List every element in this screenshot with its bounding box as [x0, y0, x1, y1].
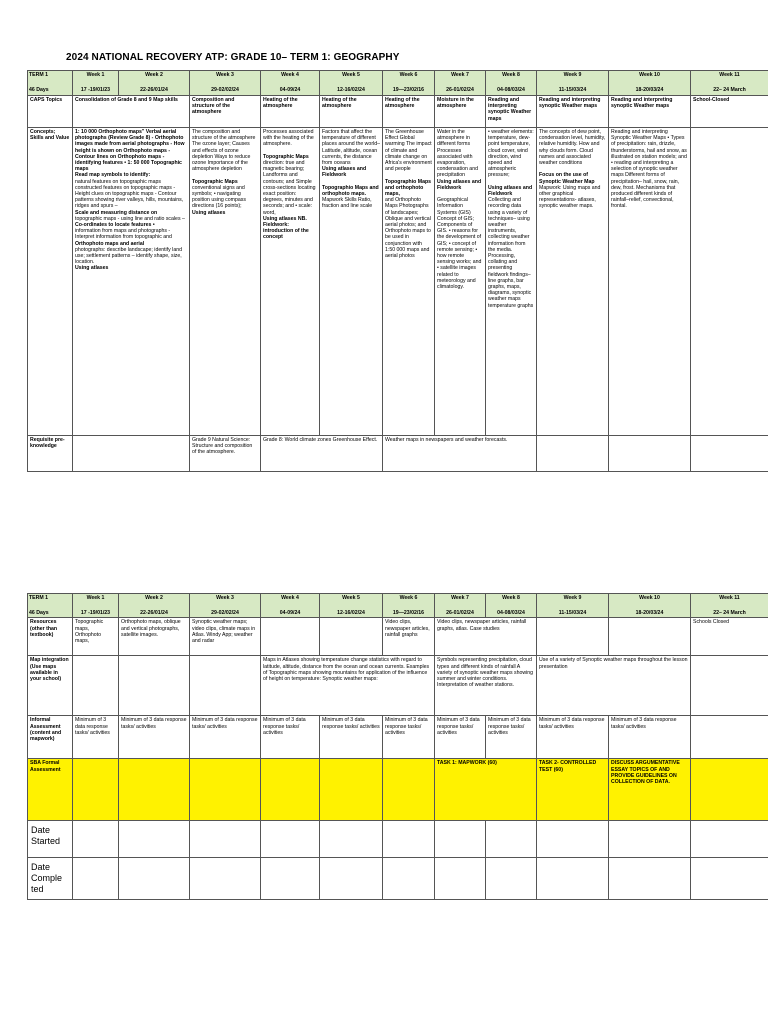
week-2-header: Week 2 22-26/01/24	[119, 71, 190, 96]
date-completed-row	[28, 858, 768, 900]
concepts-w1-2: 1: 10 000 Orthophoto maps" Verbal aerial photographs (Review Grade 8) - Orthophoto images made from aerial photographs - How height is shown on Orthophoto maps - Contour lines on Orthophoto maps - identifying features • 1: 50 000 Topographic maps Read map symbols to identify: natural features on topographic maps constructed features on topographic maps - Height clues on topographic maps - Contour patterns showing river valleys, hills, mountains, ridges and spurs – Scale and measuring distance on topographic maps - using line and ratio scales – Co-ordinates to locate features • information from maps and photographs - Interpret information from topographic and Orthophoto maps and aerial photographs: describe landscape; identify land use; settlement patterns – identify shape, size, location. Using atlases	[73, 128, 190, 436]
date-completed-w9[interactable]	[537, 858, 609, 900]
concepts-w6: The Greenhouse Effect Global warming The impact of climate and climate change on Africa's environment and people Topographio Maps and orthophoto maps, and Orthophoto Maps Photographs of landscapes; Oblique and vertical aerial photos; and Orthophoto maps to be used in conjunction with 1:50 000 maps and aerial photos	[383, 128, 435, 436]
sba-row	[28, 759, 768, 821]
date-completed-w8[interactable]	[486, 858, 537, 900]
term-cell	[28, 71, 73, 96]
informal-w8: Minimum of 3 data response tasks/ activities	[486, 716, 537, 759]
map-w3	[190, 656, 261, 716]
topic-w5: Heating of the atmosphere	[320, 96, 383, 128]
topic-w8: Reading and interpreting synoptic Weather maps	[486, 96, 537, 128]
informal-w7: Minimum of 3 data response tasks/ activities	[435, 716, 486, 759]
week-2-header-2: Week 2 22-26/01/24	[119, 594, 190, 618]
term-cell-2: TERM 1 46 Days	[28, 594, 73, 618]
map-w7-8: Symbols representing precipitation, cloud types and different kinds of rainfall A variety of synoptic weather maps showing summer and winter conditions. Interpretation of weather stations.	[435, 656, 537, 716]
prereq-w10	[609, 436, 691, 472]
week-6-header: Week 6 19—23/02/16	[383, 71, 435, 96]
informal-w1: Minimum of 3 data response tasks/ activities	[73, 716, 119, 759]
prereq-row	[28, 436, 768, 472]
date-completed-w11[interactable]	[691, 858, 768, 900]
map-w9-10: Use of a variety of Synoptic weather maps throughout the lesson presentation	[537, 656, 691, 716]
week-9-header-2: Week 9 11-15/03/24	[537, 594, 609, 618]
days-label: 46 Days	[29, 87, 49, 94]
week-11-header-2: Week 11 22– 24 March	[691, 594, 768, 618]
week-8-header-2: Week 8 04-08/03/24	[486, 594, 537, 618]
term-label: TERM 1	[29, 72, 49, 78]
concepts-w8: • weather elements: temperature, dew-point temperature, cloud cover, wind direction, wind speed and atmospheric pressure; Using atlases and Fieldwork Collecting and recording data using a variety of techniques– using weather instruments, collecting weather information from the media. Processing, collating and presenting fieldwork findings– line graphs, bar graphs, maps, diagrams, synoptic weather maps temperature graphs	[486, 128, 537, 436]
week-7-header: Week 7 26-01/02/24	[435, 71, 486, 96]
row-label-date-started: Date Started	[28, 821, 73, 858]
week-4-header-2: Week 4 04-09/24	[261, 594, 320, 618]
topic-w11: School-Closed	[691, 96, 768, 128]
prereq-w4-5: Grade 8: World climate zones Greenhouse Effect.	[261, 436, 383, 472]
map-w11	[691, 656, 768, 716]
week-7-header-2: Week 7 26-01/02/24	[435, 594, 486, 618]
sba-w1	[73, 759, 119, 821]
concepts-w10: Reading and interpreting Synoptic Weather Maps • Types of precipitation: rain, drizzle, thunderstorms, hail and snow, as illustrated on station models; and • reading and interpreting a selection of synoptic weather maps Different forms of precipitation– hail, snow, rain, dew, frost. Mechanisms that produced different kinds of rainfall–relief, convectional, frontal.	[609, 128, 691, 436]
week-5-header: Week 5 12-16/02/24	[320, 71, 383, 96]
prereq-w6-8: Weather maps in newspapers and weather forecasts.	[383, 436, 537, 472]
date-completed-w2[interactable]	[119, 858, 190, 900]
row-label-prereq: Requisite pre-knowledge	[28, 436, 73, 472]
date-started-w3[interactable]	[190, 821, 261, 858]
informal-w6: Minimum of 3 data response tasks/ activities	[383, 716, 435, 759]
row-label-date-completed: Date Comple ted	[28, 858, 73, 900]
date-started-w2[interactable]	[119, 821, 190, 858]
concepts-w3: The composition and structure of the atmosphere The ozone layer; Causes and effects of ozone depletion Ways to reduce ozone Importance of the atmosphere depletion Topographic Maps conventional signs and symbols; • navigating position using compass directions (16 points); Using atlases	[190, 128, 261, 436]
date-completed-w1[interactable]	[73, 858, 119, 900]
map-w2	[119, 656, 190, 716]
week-4-header: Week 4 04-09/24	[261, 71, 320, 96]
sba-w7-8: TASK 1: MAPWORK (60)	[435, 759, 537, 821]
resources-w9	[537, 618, 609, 656]
sba-w3	[190, 759, 261, 821]
prereq-w9	[537, 436, 609, 472]
row-label-informal: Informal Assessment (content and mapwork)	[28, 716, 73, 759]
map-w4-6: Maps in Atlases showing temperature change statistics with regard to latitude, altitude, distance from the ocean and ocean currents. Examples of Topographic maps showing mountains for application of the influence of height on temperature: Synoptic weather maps:	[261, 656, 435, 716]
prereq-w1-2	[73, 436, 190, 472]
sba-w9: TASK 2- CONTROLLED TEST (60)	[537, 759, 609, 821]
map-w1	[73, 656, 119, 716]
row-label-sba: SBA Formal Assessment	[28, 759, 73, 821]
week-10-header: Week 10 18-20/03/24	[609, 71, 691, 96]
week-5-header-2: Week 5 12-16/02/24	[320, 594, 383, 618]
resources-w4	[261, 618, 320, 656]
header-row	[28, 71, 768, 96]
date-started-row	[28, 821, 768, 858]
sba-w4	[261, 759, 320, 821]
sba-w6	[383, 759, 435, 821]
row-label-topics: CAPS Topics	[28, 96, 73, 128]
prereq-w3: Grade 9 Natural Science: Structure and composition of the atmosphere.	[190, 436, 261, 472]
atp-table-resources	[27, 593, 768, 900]
topic-w1-2: Consolidation of Grade 8 and 9 Map skills	[73, 96, 190, 128]
resources-w5	[320, 618, 383, 656]
topic-w10: Reading and interpreting synoptic Weather maps	[609, 96, 691, 128]
week-3-header-2: Week 3 29-02/02/24	[190, 594, 261, 618]
topic-w3: Composition and structure of the atmosphere	[190, 96, 261, 128]
resources-row	[28, 618, 768, 656]
page-title: 2024 NATIONAL RECOVERY ATP: GRADE 10– TERM 1: GEOGRAPHY	[66, 52, 400, 63]
resources-w11: Schools Closed	[691, 618, 768, 656]
informal-w9: Minimum of 3 data response tasks/ activities	[537, 716, 609, 759]
prereq-w11	[691, 436, 768, 472]
concepts-w5: Factors that affect the temperature of different places around the world– Latitude, altitude, ocean currents, the distance from oceans Using atlases and Fieldwork Topographio Maps and orthophoto maps. Mapwork Skills Ratio, fraction and line scale	[320, 128, 383, 436]
date-started-w9[interactable]	[537, 821, 609, 858]
topics-row	[28, 96, 768, 128]
concepts-w11	[691, 128, 768, 436]
concepts-row	[28, 128, 768, 436]
date-started-w11[interactable]	[691, 821, 768, 858]
header-row-2	[28, 594, 768, 618]
topic-w6: Heating of the atmosphere	[383, 96, 435, 128]
informal-w11	[691, 716, 768, 759]
week-10-header-2: Week 10 18-20/03/24	[609, 594, 691, 618]
atp-table-content	[27, 70, 768, 472]
sba-w11	[691, 759, 768, 821]
date-completed-w5[interactable]	[320, 858, 383, 900]
week-1-header-2: Week 1 17 -19/01/23	[73, 594, 119, 618]
week-8-header: Week 8 04-08/03/24	[486, 71, 537, 96]
concepts-w7: Water in the atmosphere in different forms Processes associated with evaporation, condensation and precipitation Using atlases and Fieldwork Geographical Information Systems (GIS) Concept of GIS; Components of GIS. • reasons for the development of GIS; • concept of remote sensing; • how remote sensing works; and • satellite images related to meteorology and climatology.	[435, 128, 486, 436]
sba-w10: DISCUSS ARGUMENTATIVE ESSAY TOPICS OF AND PROVIDE GUIDELINES ON COLLECTION OF DATA.	[609, 759, 691, 821]
resources-w2: Orthophoto maps, oblique and vertical photographs, satellite images.	[119, 618, 190, 656]
resources-w6: Video clips, newspaper articles, rainfall graphs	[383, 618, 435, 656]
sba-w2	[119, 759, 190, 821]
week-1-header: Week 1 17 -19/01/23	[73, 71, 119, 96]
informal-w2: Minimum of 3 data response tasks/ activities	[119, 716, 190, 759]
resources-w3: Synoptic weather maps; video clips, climate maps in Atlas. Windy App; weather and radar	[190, 618, 261, 656]
informal-w10: Minimum of 3 data response tasks/ activities	[609, 716, 691, 759]
week-11-header: Week 11 22– 24 March	[691, 71, 768, 96]
informal-w4: Minimum of 3 data response tasks/ activities	[261, 716, 320, 759]
topic-w7: Moisture in the atmosphere	[435, 96, 486, 128]
date-completed-w4[interactable]	[261, 858, 320, 900]
date-started-w10[interactable]	[609, 821, 691, 858]
date-completed-w3[interactable]	[190, 858, 261, 900]
date-started-w4[interactable]	[261, 821, 320, 858]
row-label-resources: Resources (other than textbook)	[28, 618, 73, 656]
date-completed-w6[interactable]	[383, 858, 435, 900]
date-started-w7[interactable]	[435, 821, 486, 858]
week-3-header: Week 3 29-02/02/24	[190, 71, 261, 96]
informal-w5: Minimum of 3 data response tasks/ activities	[320, 716, 383, 759]
informal-w3: Minimum of 3 data response tasks/ activities	[190, 716, 261, 759]
resources-w10	[609, 618, 691, 656]
date-started-w6[interactable]	[383, 821, 435, 858]
date-completed-w7[interactable]	[435, 858, 486, 900]
resources-w1: Topographic maps, Orthophoto maps,	[73, 618, 119, 656]
map-row	[28, 656, 768, 716]
topic-w9: Reading and interpreting synoptic Weather maps	[537, 96, 609, 128]
row-label-map: Map integration (Use maps available in your school)	[28, 656, 73, 716]
week-6-header-2: Week 6 19—23/02/16	[383, 594, 435, 618]
resources-w7-8: Video clips, newspaper articles, rainfall graphs, atlas. Case studies	[435, 618, 537, 656]
date-started-w5[interactable]	[320, 821, 383, 858]
date-started-w8[interactable]	[486, 821, 537, 858]
topic-w4: Heating of the atmosphere	[261, 96, 320, 128]
concepts-w9: The concepts of dew point, condensation level, humidity, relative humidity. How and why clouds form. Cloud names and associated weather conditions Focus on the use of Synoptic Weather Map Mapwork: Using maps and other graphical representations- atlases, synoptic weather maps.	[537, 128, 609, 436]
concepts-w4: Processes associated with the heating of the atmosphere. Topographic Maps direction: true and magnetic bearing; Landforms and contours; and Simple cross-sections locating exact position: degrees, minutes and seconds; and • scale: word, Using atlases NB. Fieldwork: introduction of the concept	[261, 128, 320, 436]
informal-row	[28, 716, 768, 759]
sba-w5	[320, 759, 383, 821]
date-completed-w10[interactable]	[609, 858, 691, 900]
week-9-header: Week 9 11-15/03/24	[537, 71, 609, 96]
date-started-w1[interactable]	[73, 821, 119, 858]
row-label-concepts: Concepts; Skills and Value	[28, 128, 73, 436]
